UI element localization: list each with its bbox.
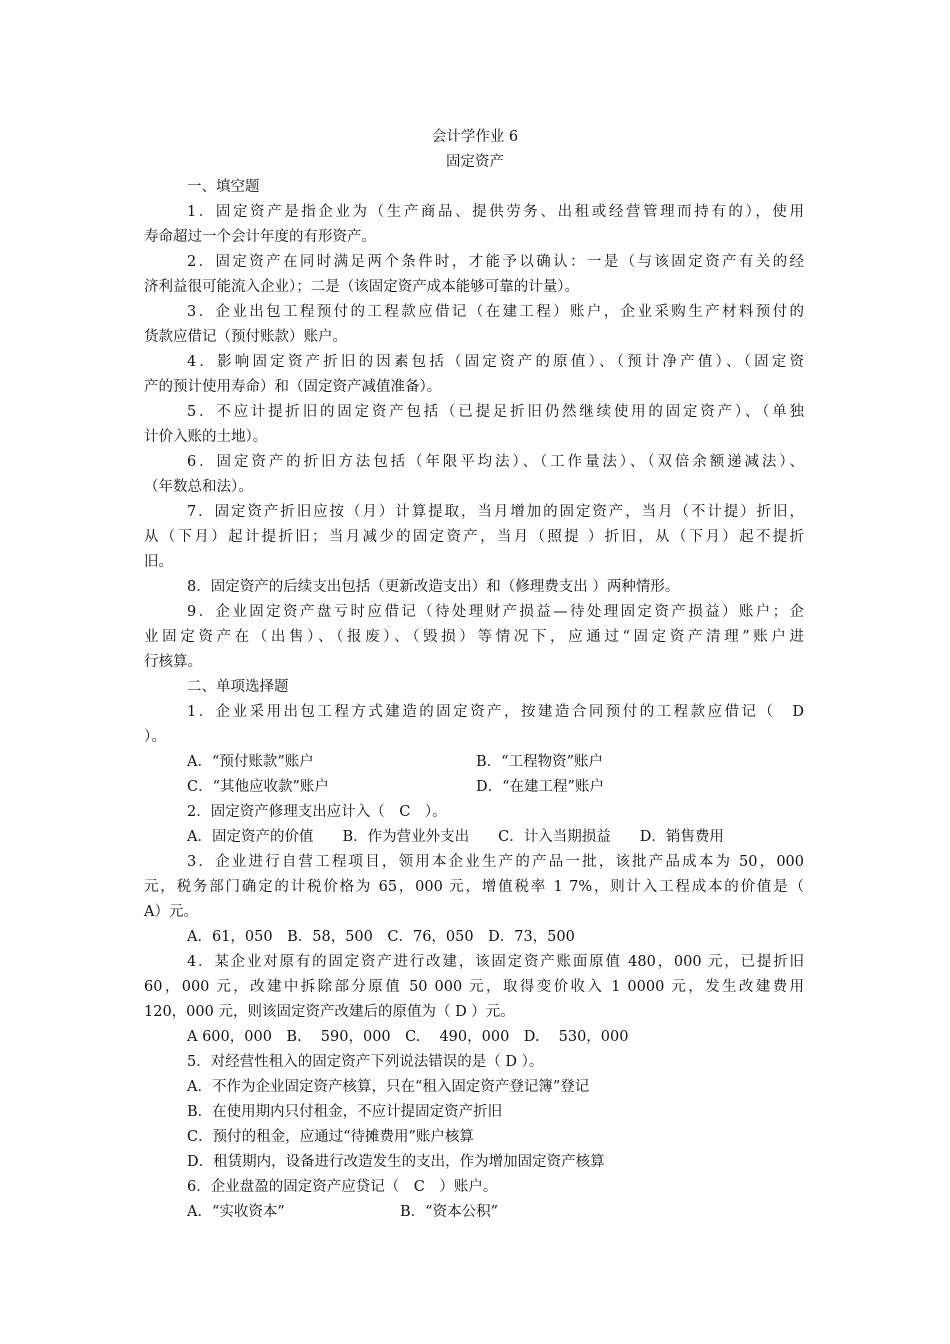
question-text: 1．企业采用出包工程方式建造的固定资产，按建造合同预付的工程款应借记（ D bbox=[187, 704, 804, 720]
options-row: A．固定资产的价值 B．作为营业外支出 C．计入当期损益 D．销售费用 bbox=[187, 829, 724, 845]
question-text: 6．企业盘盈的固定资产应贷记（ C ）账户。 bbox=[187, 1179, 498, 1195]
question-text: 9．企业固定资产盘亏时应借记（待处理财产损益—待处理固定资产损益）账户；企 bbox=[187, 604, 804, 620]
question-text: 元，税务部门确定的计税价格为 65，000 元，增值税率 1 7%，则计入工程成本的价值是（ bbox=[144, 879, 804, 895]
question-text: 4．影响固定资产折旧的因素包括（固定资产的原值）、（预计净产值）、（固定资 bbox=[187, 354, 804, 370]
section-heading-single-choice: 二、单项选择题 bbox=[187, 679, 289, 695]
option-c: C．预付的租金，应通过“待摊费用”账户核算 bbox=[187, 1129, 474, 1145]
option-b: B．“资本公积” bbox=[400, 1204, 498, 1220]
options-row: A．61，050 B．58，500 C．76，050 D．73，500 bbox=[187, 929, 575, 945]
question-text: 3．企业进行自营工程项目，领用本企业生产的产品一批，该批产品成本为 50，000 bbox=[187, 854, 804, 870]
question-text: 120，000 元，则该固定资产改建后的原值为（ D ）元。 bbox=[144, 1004, 515, 1020]
options-row: A 600，000 B. 590，000 C. 490，000 D. 530，000 bbox=[187, 1029, 629, 1045]
question-text: 3．企业出包工程预付的工程款应借记（在建工程）账户，企业采购生产材料预付的 bbox=[187, 304, 804, 320]
question-text: 60，000 元，改建中拆除部分原值 50 000 元，取得变价收入 1 0000 元，发生改建费用 bbox=[144, 979, 804, 995]
question-text: 业固定资产在（出售）、（报废）、（毁损）等情况下，应通过“固定资产清理”账户进 bbox=[144, 629, 804, 645]
question-text: 5．不应计提折旧的固定资产包括（已提足折旧仍然继续使用的固定资产）、（单独 bbox=[187, 404, 804, 420]
question-text: 7．固定资产折旧应按（月）计算提取，当月增加的固定资产，当月（不计提）折旧， bbox=[187, 504, 804, 520]
option-c: C．“其他应收款”账户 bbox=[187, 779, 329, 795]
question-text: 行核算。 bbox=[144, 654, 202, 670]
option-a: A．“实收资本” bbox=[187, 1204, 285, 1220]
question-text: 从（下月）起计提折旧；当月减少的固定资产，当月（照提 ）折旧，从（下月）起不提折 bbox=[144, 529, 804, 545]
question-text: 计价入账的土地）。 bbox=[144, 429, 268, 445]
page-subtitle: 固定资产 bbox=[446, 154, 504, 170]
question-text: 旧。 bbox=[144, 554, 173, 570]
question-text: 产的预计使用寿命）和（固定资产减值准备）。 bbox=[144, 379, 442, 395]
question-text: 5．对经营性租入的固定资产下列说法错误的是（ D ）。 bbox=[187, 1054, 544, 1070]
section-heading-fill-blanks: 一、填空题 bbox=[187, 179, 260, 195]
question-text: 济利益很可能流入企业）；二是（该固定资产成本能够可靠的计量）。 bbox=[144, 279, 579, 295]
question-text: ）。 bbox=[144, 729, 166, 745]
question-text: （年数总和法）。 bbox=[144, 479, 253, 495]
question-text: A）元。 bbox=[144, 904, 198, 920]
question-text: 4．某企业对原有的固定资产进行改建，该固定资产账面原值 480，000 元，已提折旧 bbox=[187, 954, 804, 970]
option-d: D．租赁期内，设备进行改造发生的支出，作为增加固定资产核算 bbox=[187, 1154, 605, 1170]
option-b: B．在使用期内只付租金，不应计提固定资产折旧 bbox=[187, 1104, 503, 1120]
question-text: 2．固定资产在同时满足两个条件时，才能予以确认：一是（与该固定资产有关的经 bbox=[187, 254, 804, 270]
option-b: B．“工程物资”账户 bbox=[476, 754, 603, 770]
question-text: 1．固定资产是指企业为（生产商品、提供劳务、出租或经营管理而持有的），使用 bbox=[187, 204, 804, 220]
option-a: A．“预付账款”账户 bbox=[187, 754, 314, 770]
question-text: 6．固定资产的折旧方法包括（年限平均法）、（工作量法）、（双倍余额递减法）、 bbox=[187, 454, 804, 470]
question-text: 8．固定资产的后续支出包括（更新改造支出）和（修理费支出 ）两种情形。 bbox=[187, 579, 680, 595]
question-text: 货款应借记（预付账款）账户。 bbox=[144, 329, 347, 345]
page-title: 会计学作业 6 bbox=[431, 129, 519, 145]
question-text: 2．固定资产修理支出应计入（ C ）。 bbox=[187, 804, 447, 820]
option-d: D．“在建工程”账户 bbox=[476, 779, 604, 795]
option-a: A．不作为企业固定资产核算，只在“租入固定资产登记簿”登记 bbox=[187, 1079, 590, 1095]
question-text: 寿命超过一个会计年度的有形资产。 bbox=[144, 229, 376, 245]
